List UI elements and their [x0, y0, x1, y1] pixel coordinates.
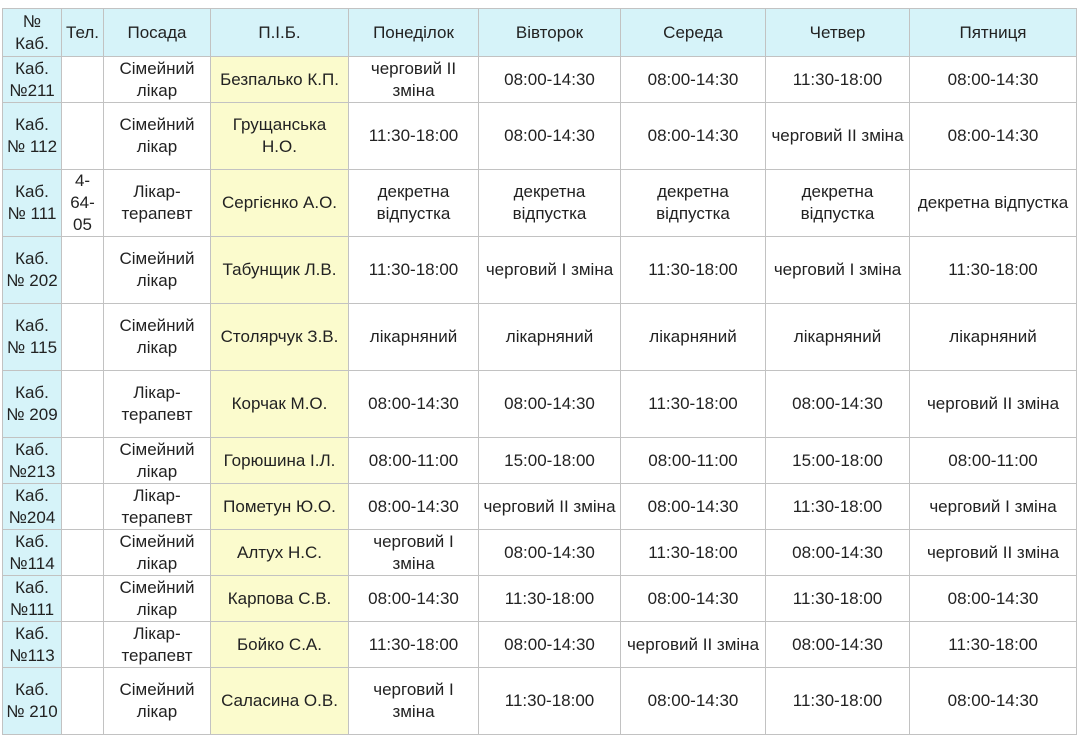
tuesday-cell: 15:00-18:00 [479, 438, 621, 484]
tel-cell [62, 438, 104, 484]
tuesday-cell: 11:30-18:00 [479, 576, 621, 622]
header-row [3, 9, 1077, 57]
friday-cell: 08:00-14:30 [910, 668, 1077, 735]
thursday-cell: 08:00-14:30 [766, 530, 910, 576]
friday-cell: черговий ІІ зміна [910, 371, 1077, 438]
wednesday-cell: черговий ІІ зміна [621, 622, 766, 668]
name-cell: Сергієнко А.О. [211, 170, 349, 237]
tel-cell: 4-64-05 [62, 170, 104, 237]
table-row [3, 170, 1077, 237]
name-cell: Грущанська Н.О. [211, 103, 349, 170]
position-cell: Сімейний лікар [104, 576, 211, 622]
position-cell: Сімейний лікар [104, 103, 211, 170]
thursday-cell: 15:00-18:00 [766, 438, 910, 484]
thursday-cell: 08:00-14:30 [766, 622, 910, 668]
tuesday-cell: черговий ІІ зміна [479, 484, 621, 530]
table-row [3, 438, 1077, 484]
doctor-schedule-table [2, 8, 1077, 735]
tel-cell [62, 530, 104, 576]
wednesday-cell: 08:00-11:00 [621, 438, 766, 484]
friday-cell: 11:30-18:00 [910, 237, 1077, 304]
name-cell: Карпова С.В. [211, 576, 349, 622]
monday-cell: черговий ІІ зміна [349, 57, 479, 103]
room-cell: Каб. № 202 [3, 237, 62, 304]
tuesday-cell: 11:30-18:00 [479, 668, 621, 735]
tuesday-cell: 08:00-14:30 [479, 57, 621, 103]
wednesday-cell: 08:00-14:30 [621, 57, 766, 103]
room-cell: Каб. № 115 [3, 304, 62, 371]
tuesday-cell: 08:00-14:30 [479, 530, 621, 576]
tuesday-cell: 08:00-14:30 [479, 371, 621, 438]
header-tel: Тел. [62, 9, 104, 57]
tel-cell [62, 622, 104, 668]
tel-cell [62, 576, 104, 622]
room-cell: Каб. № 209 [3, 371, 62, 438]
thursday-cell: 08:00-14:30 [766, 371, 910, 438]
position-cell: Лікар-терапевт [104, 371, 211, 438]
wednesday-cell: 11:30-18:00 [621, 237, 766, 304]
table-row [3, 576, 1077, 622]
tel-cell [62, 304, 104, 371]
header-monday: Понеділок [349, 9, 479, 57]
thursday-cell: лікарняний [766, 304, 910, 371]
tel-cell [62, 668, 104, 735]
friday-cell: 08:00-14:30 [910, 57, 1077, 103]
name-cell: Корчак М.О. [211, 371, 349, 438]
tuesday-cell: 08:00-14:30 [479, 622, 621, 668]
thursday-cell: 11:30-18:00 [766, 484, 910, 530]
room-cell: Каб. №114 [3, 530, 62, 576]
name-cell: Табунщик Л.В. [211, 237, 349, 304]
tuesday-cell: декретна відпустка [479, 170, 621, 237]
position-cell: Сімейний лікар [104, 304, 211, 371]
wednesday-cell: декретна відпустка [621, 170, 766, 237]
room-cell: Каб. №211 [3, 57, 62, 103]
monday-cell: черговий І зміна [349, 530, 479, 576]
thursday-cell: черговий І зміна [766, 237, 910, 304]
friday-cell: 11:30-18:00 [910, 622, 1077, 668]
wednesday-cell: 11:30-18:00 [621, 530, 766, 576]
thursday-cell: черговий ІІ зміна [766, 103, 910, 170]
table-row [3, 237, 1077, 304]
tel-cell [62, 237, 104, 304]
table-row [3, 622, 1077, 668]
tel-cell [62, 484, 104, 530]
monday-cell: черговий І зміна [349, 668, 479, 735]
position-cell: Сімейний лікар [104, 237, 211, 304]
room-cell: Каб. № 112 [3, 103, 62, 170]
name-cell: Горюшина І.Л. [211, 438, 349, 484]
position-cell: Сімейний лікар [104, 438, 211, 484]
name-cell: Столярчук З.В. [211, 304, 349, 371]
tuesday-cell: черговий І зміна [479, 237, 621, 304]
thursday-cell: 11:30-18:00 [766, 576, 910, 622]
position-cell: Лікар-терапевт [104, 170, 211, 237]
friday-cell: декретна відпустка [910, 170, 1077, 237]
header-thursday: Четвер [766, 9, 910, 57]
header-position: Посада [104, 9, 211, 57]
monday-cell: декретна відпустка [349, 170, 479, 237]
name-cell: Алтух Н.С. [211, 530, 349, 576]
friday-cell: 08:00-11:00 [910, 438, 1077, 484]
friday-cell: 08:00-14:30 [910, 576, 1077, 622]
table-row [3, 668, 1077, 735]
tel-cell [62, 103, 104, 170]
table-row [3, 530, 1077, 576]
room-cell: Каб. № 210 [3, 668, 62, 735]
name-cell: Саласина О.В. [211, 668, 349, 735]
tuesday-cell: 08:00-14:30 [479, 103, 621, 170]
wednesday-cell: 08:00-14:30 [621, 668, 766, 735]
monday-cell: 08:00-11:00 [349, 438, 479, 484]
monday-cell: 08:00-14:30 [349, 484, 479, 530]
friday-cell: черговий ІІ зміна [910, 530, 1077, 576]
friday-cell: черговий І зміна [910, 484, 1077, 530]
thursday-cell: 11:30-18:00 [766, 57, 910, 103]
header-name: П.І.Б. [211, 9, 349, 57]
header-tuesday: Вівторок [479, 9, 621, 57]
position-cell: Сімейний лікар [104, 668, 211, 735]
table-row [3, 103, 1077, 170]
name-cell: Безпалько К.П. [211, 57, 349, 103]
wednesday-cell: лікарняний [621, 304, 766, 371]
wednesday-cell: 08:00-14:30 [621, 484, 766, 530]
wednesday-cell: 08:00-14:30 [621, 576, 766, 622]
position-cell: Лікар-терапевт [104, 622, 211, 668]
monday-cell: 11:30-18:00 [349, 237, 479, 304]
tel-cell [62, 57, 104, 103]
room-cell: Каб. №213 [3, 438, 62, 484]
table-row [3, 304, 1077, 371]
friday-cell: 08:00-14:30 [910, 103, 1077, 170]
monday-cell: 08:00-14:30 [349, 371, 479, 438]
friday-cell: лікарняний [910, 304, 1077, 371]
monday-cell: 11:30-18:00 [349, 622, 479, 668]
header-friday: Пятниця [910, 9, 1077, 57]
wednesday-cell: 08:00-14:30 [621, 103, 766, 170]
table-row [3, 57, 1077, 103]
room-cell: Каб. №204 [3, 484, 62, 530]
table-row [3, 371, 1077, 438]
thursday-cell: декретна відпустка [766, 170, 910, 237]
header-wednesday: Середа [621, 9, 766, 57]
position-cell: Сімейний лікар [104, 57, 211, 103]
monday-cell: лікарняний [349, 304, 479, 371]
room-cell: Каб. №111 [3, 576, 62, 622]
room-cell: Каб. №113 [3, 622, 62, 668]
position-cell: Сімейний лікар [104, 530, 211, 576]
name-cell: Пометун Ю.О. [211, 484, 349, 530]
room-cell: Каб. № 111 [3, 170, 62, 237]
wednesday-cell: 11:30-18:00 [621, 371, 766, 438]
table-row [3, 484, 1077, 530]
name-cell: Бойко С.А. [211, 622, 349, 668]
thursday-cell: 11:30-18:00 [766, 668, 910, 735]
position-cell: Лікар-терапевт [104, 484, 211, 530]
monday-cell: 08:00-14:30 [349, 576, 479, 622]
monday-cell: 11:30-18:00 [349, 103, 479, 170]
header-room: № Каб. [3, 9, 62, 57]
tel-cell [62, 371, 104, 438]
tuesday-cell: лікарняний [479, 304, 621, 371]
